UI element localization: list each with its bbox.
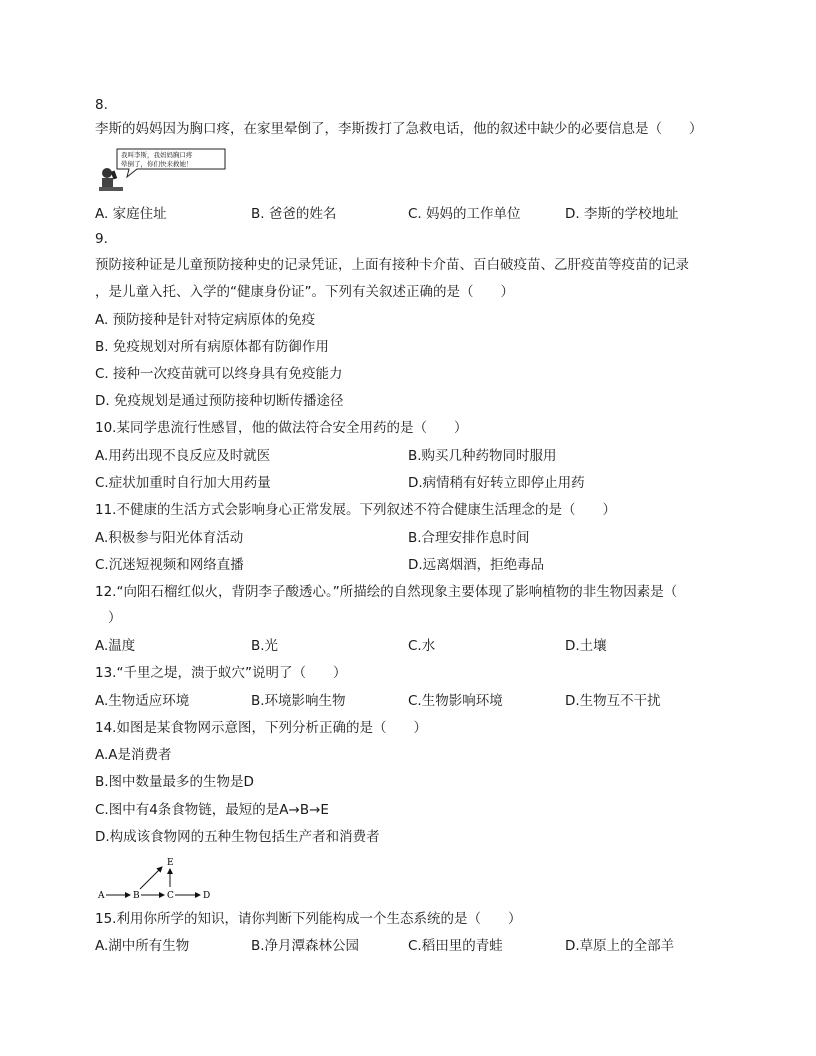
q12-stem-line1: 12.“向阳石榴红似火，背阴李子酸透心。”所描绘的自然现象主要体现了影响植物的非生物因素是（	[95, 584, 678, 600]
node-d: D	[203, 891, 211, 901]
q10-option-a[interactable]: A.用药出现不良反应及时就医	[95, 448, 271, 464]
q8-option-b[interactable]: B. 爸爸的姓名	[251, 206, 337, 222]
phone-call-illustration	[97, 147, 229, 193]
node-a: A	[98, 891, 105, 901]
q13-option-a[interactable]: A.生物适应环境	[95, 693, 190, 709]
q15-option-d[interactable]: D.草原上的全部羊	[565, 938, 675, 954]
q14-option-d[interactable]: D.构成该食物网的五种生物包括生产者和消费者	[95, 829, 380, 845]
q9-option-b[interactable]: B. 免疫规划对所有病原体都有防御作用	[95, 339, 329, 355]
node-c: C	[167, 891, 174, 901]
q10-option-b[interactable]: B.购买几种药物同时服用	[408, 448, 557, 464]
bubble-text-2: 晕倒了，你们快来救她！	[121, 160, 193, 168]
q8-option-a[interactable]: A. 家庭住址	[95, 206, 167, 222]
q12-option-d[interactable]: D.土壤	[565, 638, 607, 654]
q15-option-c[interactable]: C.稻田里的青蛙	[408, 938, 503, 954]
q14-stem: 14.如图是某食物网示意图，下列分析正确的是（ ）	[95, 720, 427, 736]
q13-option-d[interactable]: D.生物互不干扰	[565, 693, 661, 709]
q14-option-b[interactable]: B.图中数量最多的生物是D	[95, 774, 254, 790]
q11-option-d[interactable]: D.远离烟酒，拒绝毒品	[408, 557, 545, 573]
q11-option-b[interactable]: B.合理安排作息时间	[408, 530, 530, 546]
node-b: B	[133, 891, 140, 901]
q12-option-a[interactable]: A.温度	[95, 638, 136, 654]
q15-option-a[interactable]: A.湖中所有生物	[95, 938, 190, 954]
q9-option-a[interactable]: A. 预防接种是针对特定病原体的免疫	[95, 312, 316, 328]
q10-stem: 10.某同学患流行性感冒，他的做法符合安全用药的是（ ）	[95, 420, 468, 436]
q8-stem: 李斯的妈妈因为胸口疼，在家里晕倒了，李斯拨打了急救电话，他的叙述中缺少的必要信息是（ ）	[95, 121, 703, 137]
q12-option-c[interactable]: C.水	[408, 638, 436, 654]
q10-option-d[interactable]: D.病情稍有好转立即停止用药	[408, 475, 585, 491]
food-web-diagram	[96, 856, 226, 902]
bubble-text-1: 我叫李斯，我妈妈胸口疼	[121, 151, 193, 159]
q13-stem: 13.“千里之堤，溃于蚁穴”说明了（ ）	[95, 665, 347, 681]
q9-option-c[interactable]: C. 接种一次疫苗就可以终身具有免疫能力	[95, 366, 343, 382]
q8-number: 8.	[95, 97, 108, 113]
q13-option-c[interactable]: C.生物影响环境	[408, 693, 503, 709]
q12-option-b[interactable]: B.光	[251, 638, 279, 654]
q15-option-b[interactable]: B.净月潭森林公园	[251, 938, 360, 954]
q14-option-c[interactable]: C.图中有4条食物链，最短的是A→B→E	[95, 802, 329, 818]
q11-stem: 11.不健康的生活方式会影响身心正常发展。下列叙述不符合健康生活理念的是（ ）	[95, 502, 616, 518]
q12-stem-line2: ）	[108, 610, 122, 626]
q9-stem-line1: 预防接种证是儿童预防接种史的记录凭证，上面有接种卡介苗、百白破疫苗、乙肝疫苗等疫苗的记录	[95, 257, 689, 273]
q11-option-a[interactable]: A.积极参与阳光体育活动	[95, 530, 244, 546]
q10-option-c[interactable]: C.症状加重时自行加大用药量	[95, 475, 271, 491]
q13-option-b[interactable]: B.环境影响生物	[251, 693, 346, 709]
q9-option-d[interactable]: D. 免疫规划是通过预防接种切断传播途径	[95, 393, 344, 409]
q9-stem-line2: ，是儿童入托、入学的“健康身份证”。下列有关叙述正确的是（ ）	[95, 284, 514, 300]
q14-option-a[interactable]: A.A是消费者	[95, 747, 172, 763]
q8-option-d[interactable]: D. 李斯的学校地址	[565, 206, 679, 222]
node-e: E	[167, 858, 174, 868]
q11-option-c[interactable]: C.沉迷短视频和网络直播	[95, 557, 244, 573]
q15-stem: 15.利用你所学的知识，请你判断下列能构成一个生态系统的是（ ）	[95, 911, 522, 927]
q8-option-c[interactable]: C. 妈妈的工作单位	[408, 206, 521, 222]
q9-number: 9.	[95, 231, 108, 247]
